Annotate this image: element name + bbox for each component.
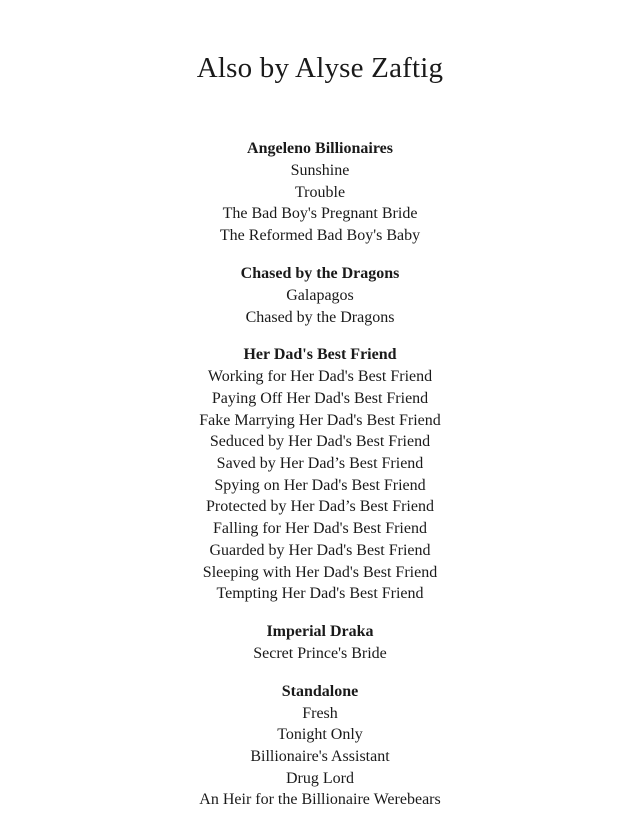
- book-title: Sleeping with Her Dad's Best Friend: [202, 563, 438, 581]
- book-title: Fake Marrying Her Dad's Best Friend: [199, 411, 441, 429]
- book-title: Galapagos: [286, 286, 354, 304]
- book-title: Trouble: [294, 183, 346, 201]
- series-section: [0, 344, 640, 605]
- series-heading: Angeleno Billionaires: [247, 140, 393, 157]
- book-title: Billionaire's Assistant: [250, 748, 390, 766]
- book-title: Tonight Only: [277, 726, 363, 744]
- book-title: Drug Lord: [286, 769, 354, 787]
- book-title: Guarded by Her Dad's Best Friend: [209, 541, 431, 559]
- book-list: [0, 643, 640, 665]
- book-list: [0, 285, 640, 328]
- series-list: [0, 138, 640, 811]
- series-heading: Standalone: [281, 682, 359, 700]
- book-title: An Heir for the Billionaire Werebears: [199, 791, 441, 809]
- page-title: Also by Alyse Zaftig: [196, 52, 444, 84]
- book-title: Chased by the Dragons: [245, 308, 395, 326]
- book-title: Secret Prince's Bride: [253, 644, 387, 662]
- series-heading: Her Dad's Best Friend: [243, 346, 397, 364]
- book-title: Working for Her Dad's Best Friend: [207, 368, 433, 386]
- book-title: Seduced by Her Dad's Best Friend: [209, 433, 431, 451]
- book-title: Spying on Her Dad's Best Friend: [214, 476, 426, 494]
- book-title: The Reformed Bad Boy's Baby: [219, 227, 421, 245]
- book-title: The Bad Boy's Pregnant Bride: [222, 205, 418, 223]
- book-title: Paying Off Her Dad's Best Friend: [211, 389, 429, 407]
- series-section: [0, 681, 640, 812]
- series-section: [0, 621, 640, 665]
- book-title: Saved by Her Dad’s Best Friend: [216, 455, 424, 473]
- series-heading: Imperial Draka: [266, 622, 374, 640]
- series-section: [0, 138, 640, 247]
- book-title: Fresh: [302, 704, 338, 722]
- book-title: Tempting Her Dad's Best Friend: [216, 585, 424, 603]
- book-list: [0, 703, 640, 812]
- series-section: [0, 263, 640, 328]
- book-list: [0, 160, 640, 247]
- series-heading: Chased by the Dragons: [240, 264, 400, 282]
- book-title: Protected by Her Dad’s Best Friend: [206, 498, 434, 516]
- book-title: Falling for Her Dad's Best Friend: [213, 520, 427, 538]
- book-title: Sunshine: [290, 162, 350, 179]
- book-list: [0, 366, 640, 605]
